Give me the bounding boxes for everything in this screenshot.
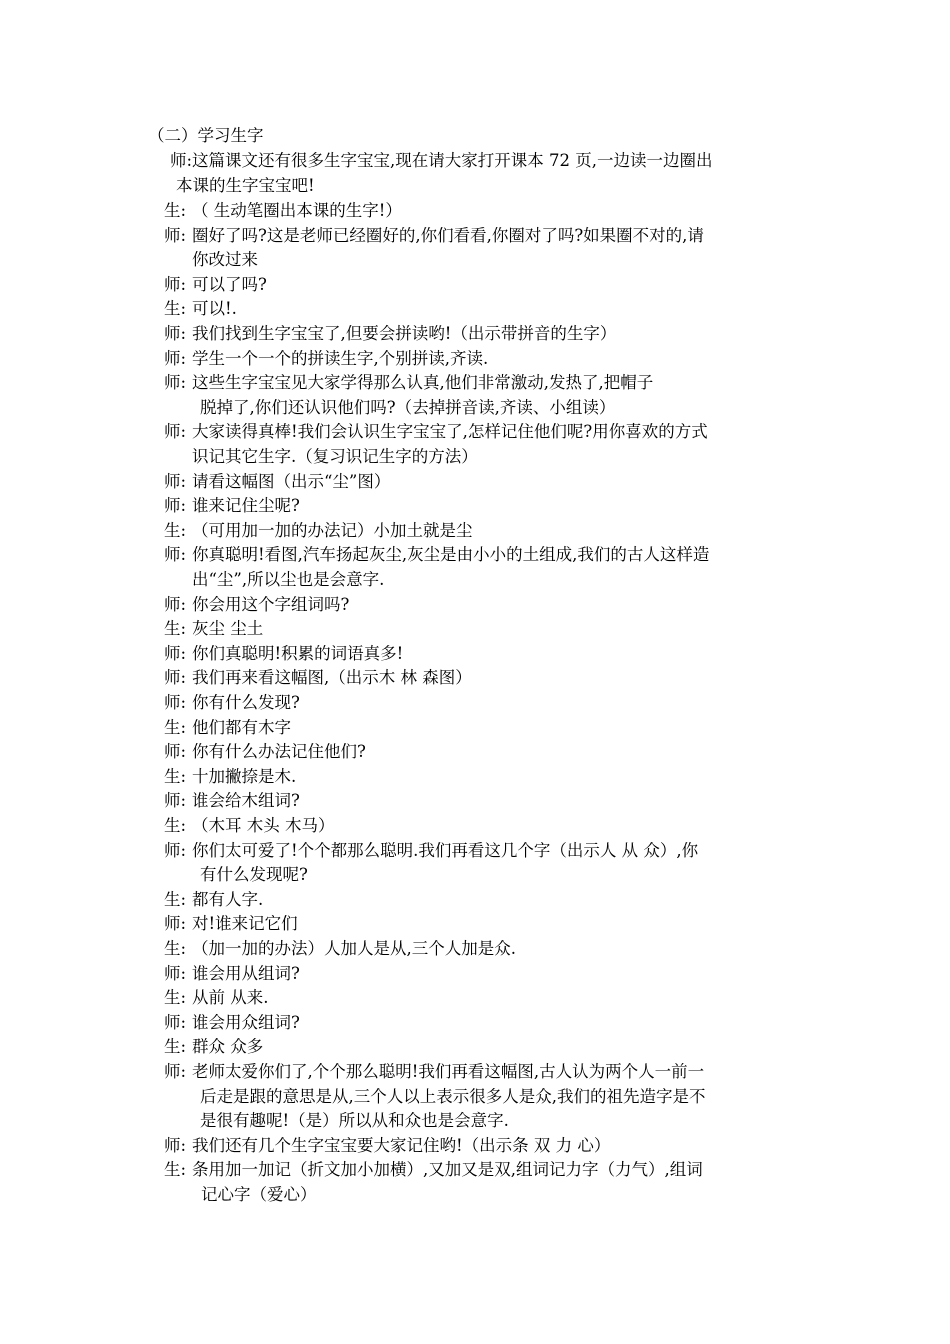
line-text: 你有什么发现? bbox=[192, 693, 300, 712]
line-text: 我们再来看这幅图,（出示木 林 森图） bbox=[192, 668, 472, 688]
dialogue-line bbox=[164, 986, 269, 1011]
dialogue-line bbox=[164, 1011, 300, 1036]
intro-line-2: 本课的生字宝宝吧! bbox=[176, 176, 315, 195]
section-heading: （二）学习生字 bbox=[148, 126, 264, 145]
speaker-label: 生: bbox=[164, 766, 187, 786]
line-text: 你们太可爱了!个个都那么聪明.我们再看这几个字（出示人 从 众）,你 bbox=[192, 840, 699, 860]
line-text: 你有什么办法记住他们? bbox=[192, 742, 366, 762]
line-text: 脱掉了,你们还认识他们吗?（去掉拼音读,齐读、小组读） bbox=[200, 397, 616, 417]
speaker-label: 师: bbox=[164, 914, 187, 934]
dialogue-line bbox=[164, 814, 335, 839]
speaker-label: 生: bbox=[164, 520, 187, 540]
dialogue-line bbox=[164, 273, 267, 298]
line-text: 谁会用从组词? bbox=[192, 963, 300, 983]
line-text: 你们真聪明!积累的词语真多! bbox=[192, 643, 404, 663]
dialogue-line bbox=[164, 199, 402, 224]
dialogue-line bbox=[164, 347, 488, 372]
line-text: 圈好了吗?这是老师已经圈好的,你们看看,你圈对了吗?如果圈不对的,请 bbox=[192, 225, 704, 245]
dialogue-line bbox=[164, 666, 472, 691]
speaker-label: 师: bbox=[164, 1062, 187, 1081]
line-text: 学生一个一个的拼读生字,个别拼读,齐读. bbox=[192, 348, 489, 368]
line-text: 是很有趣呢!（是）所以从和众也是会意字. bbox=[200, 1111, 509, 1131]
line-text: 请看这幅图（出示“尘”图） bbox=[192, 471, 391, 491]
dialogue-line bbox=[200, 1085, 706, 1110]
dialogue-line bbox=[164, 224, 704, 249]
speaker-label: 师: bbox=[164, 643, 187, 663]
dialogue-line bbox=[200, 863, 308, 888]
dialogue-line bbox=[164, 519, 473, 544]
dialogue-line bbox=[164, 1158, 703, 1183]
line-text: 群众 众多 bbox=[192, 1037, 264, 1057]
speaker-label: 生: bbox=[164, 939, 187, 958]
dialogue-line bbox=[201, 1183, 317, 1208]
speaker-label: 生: bbox=[164, 889, 187, 909]
speaker-label: 师: bbox=[164, 668, 187, 688]
line-text: 对!谁来记它们 bbox=[192, 914, 298, 934]
speaker-label: 师: bbox=[164, 274, 187, 294]
speaker-label: 师: bbox=[164, 545, 187, 565]
speaker-label: 师: bbox=[164, 1012, 187, 1032]
speaker-label: 生: bbox=[164, 1037, 187, 1057]
dialogue-line bbox=[164, 691, 300, 716]
dialogue-line bbox=[164, 1035, 263, 1060]
speaker-label: 师: bbox=[164, 963, 187, 983]
speaker-label: 师: bbox=[164, 225, 187, 245]
dialogue-line bbox=[164, 297, 237, 322]
line-text: 灰尘 尘土 bbox=[192, 619, 264, 639]
dialogue-line bbox=[192, 445, 478, 470]
speaker-label: 生: bbox=[164, 816, 187, 835]
dialogue-line bbox=[164, 912, 298, 937]
line-text: 谁会用众组词? bbox=[192, 1012, 300, 1032]
dialogue-line bbox=[164, 937, 516, 962]
dialogue-line bbox=[164, 420, 708, 445]
dialogue-line bbox=[164, 765, 296, 790]
line-text: 你真聪明!看图,汽车扬起灰尘,灰尘是由小小的土组成,我们的古人这样造 bbox=[192, 545, 710, 565]
line-text: 我们找到生字宝宝了,但要会拼读哟!（出示带拼音的生字） bbox=[192, 324, 617, 343]
line-text: 记心字（爱心） bbox=[201, 1185, 317, 1204]
intro-line-1: 师:这篇课文还有很多生字宝宝,现在请大家打开课本 72 页,一边读一边圈出 bbox=[170, 151, 713, 170]
dialogue-line bbox=[164, 593, 349, 618]
speaker-label: 师: bbox=[164, 422, 187, 442]
line-text: （加一加的办法）人加人是从,三个人加是众. bbox=[192, 939, 516, 958]
line-text: （木耳 木头 木马） bbox=[192, 816, 335, 835]
dialogue-line bbox=[164, 617, 263, 642]
speaker-label: 生: bbox=[164, 201, 187, 220]
dialogue-line bbox=[200, 1109, 509, 1134]
speaker-label: 生: bbox=[164, 299, 187, 319]
line-text: 谁来记住尘呢? bbox=[192, 496, 300, 516]
dialogue-line bbox=[164, 642, 403, 667]
dialogue-line bbox=[164, 371, 653, 396]
speaker-label: 师: bbox=[164, 594, 187, 614]
line-text: 大家读得真棒!我们会认识生字宝宝了,怎样记住他们呢?用你喜欢的方式 bbox=[192, 422, 708, 442]
speaker-label: 师: bbox=[164, 840, 187, 860]
dialogue-line bbox=[164, 962, 300, 987]
dialogue-line bbox=[200, 396, 615, 421]
speaker-label: 生: bbox=[164, 717, 187, 737]
dialogue-line bbox=[164, 789, 300, 814]
dialogue-line bbox=[164, 1060, 704, 1085]
dialogue-line bbox=[164, 494, 300, 519]
dialogue-line bbox=[164, 839, 698, 864]
dialogue-line bbox=[164, 1134, 610, 1159]
line-text: 都有人字. bbox=[192, 889, 264, 909]
line-text: （ 生动笔圈出本课的生字!） bbox=[192, 201, 402, 220]
speaker-label: 师: bbox=[164, 496, 187, 516]
line-text: 后走是跟的意思是从,三个人以上表示很多人是众,我们的祖先造字是不 bbox=[200, 1086, 706, 1106]
speaker-label: 师: bbox=[164, 324, 187, 343]
speaker-label: 师: bbox=[164, 348, 187, 368]
line-text: （可用加一加的办法记）小加土就是尘 bbox=[192, 520, 473, 540]
line-text: 你会用这个字组词吗? bbox=[192, 594, 350, 614]
speaker-label: 师: bbox=[164, 373, 187, 393]
dialogue-line bbox=[164, 470, 390, 495]
line-text: 这些生字宝宝见大家学得那么认真,他们非常激动,发热了,把帽子 bbox=[192, 373, 654, 393]
dialogue-line bbox=[164, 888, 263, 913]
speaker-label: 师: bbox=[164, 742, 187, 762]
dialogue-line bbox=[192, 248, 258, 273]
speaker-label: 师: bbox=[164, 791, 187, 811]
line-text: 出“尘”,所以尘也是会意字. bbox=[192, 570, 385, 589]
line-text: 识记其它生字.（复习识记生字的方法） bbox=[192, 447, 478, 466]
line-text: 有什么发现呢? bbox=[200, 865, 308, 885]
line-text: 可以!. bbox=[192, 299, 237, 319]
line-text: 我们还有几个生字宝宝要大家记住哟!（出示条 双 力 心） bbox=[192, 1135, 611, 1155]
dialogue-line bbox=[164, 322, 616, 347]
dialogue-line bbox=[164, 740, 366, 765]
speaker-label: 生: bbox=[164, 988, 187, 1008]
line-text: 条用加一加记（折文加小加横）,又加又是双,组词记力字（力气）,组词 bbox=[192, 1160, 703, 1180]
line-text: 可以了吗? bbox=[192, 274, 267, 294]
dialogue-line bbox=[164, 716, 291, 741]
line-text: 从前 从来. bbox=[192, 988, 269, 1008]
speaker-label: 师: bbox=[164, 1135, 187, 1155]
speaker-label: 生: bbox=[164, 619, 187, 639]
line-text: 十加撇捺是木. bbox=[192, 766, 297, 786]
speaker-label: 生: bbox=[164, 1160, 187, 1180]
dialogue-line bbox=[164, 543, 709, 568]
speaker-label: 师: bbox=[164, 693, 187, 712]
line-text: 你改过来 bbox=[192, 250, 258, 270]
line-text: 老师太爱你们了,个个那么聪明!我们再看这幅图,古人认为两个人一前一 bbox=[192, 1062, 705, 1081]
speaker-label: 师: bbox=[164, 471, 187, 491]
line-text: 他们都有木字 bbox=[192, 717, 291, 737]
line-text: 谁会给木组词? bbox=[192, 791, 300, 811]
dialogue-line bbox=[192, 568, 384, 593]
